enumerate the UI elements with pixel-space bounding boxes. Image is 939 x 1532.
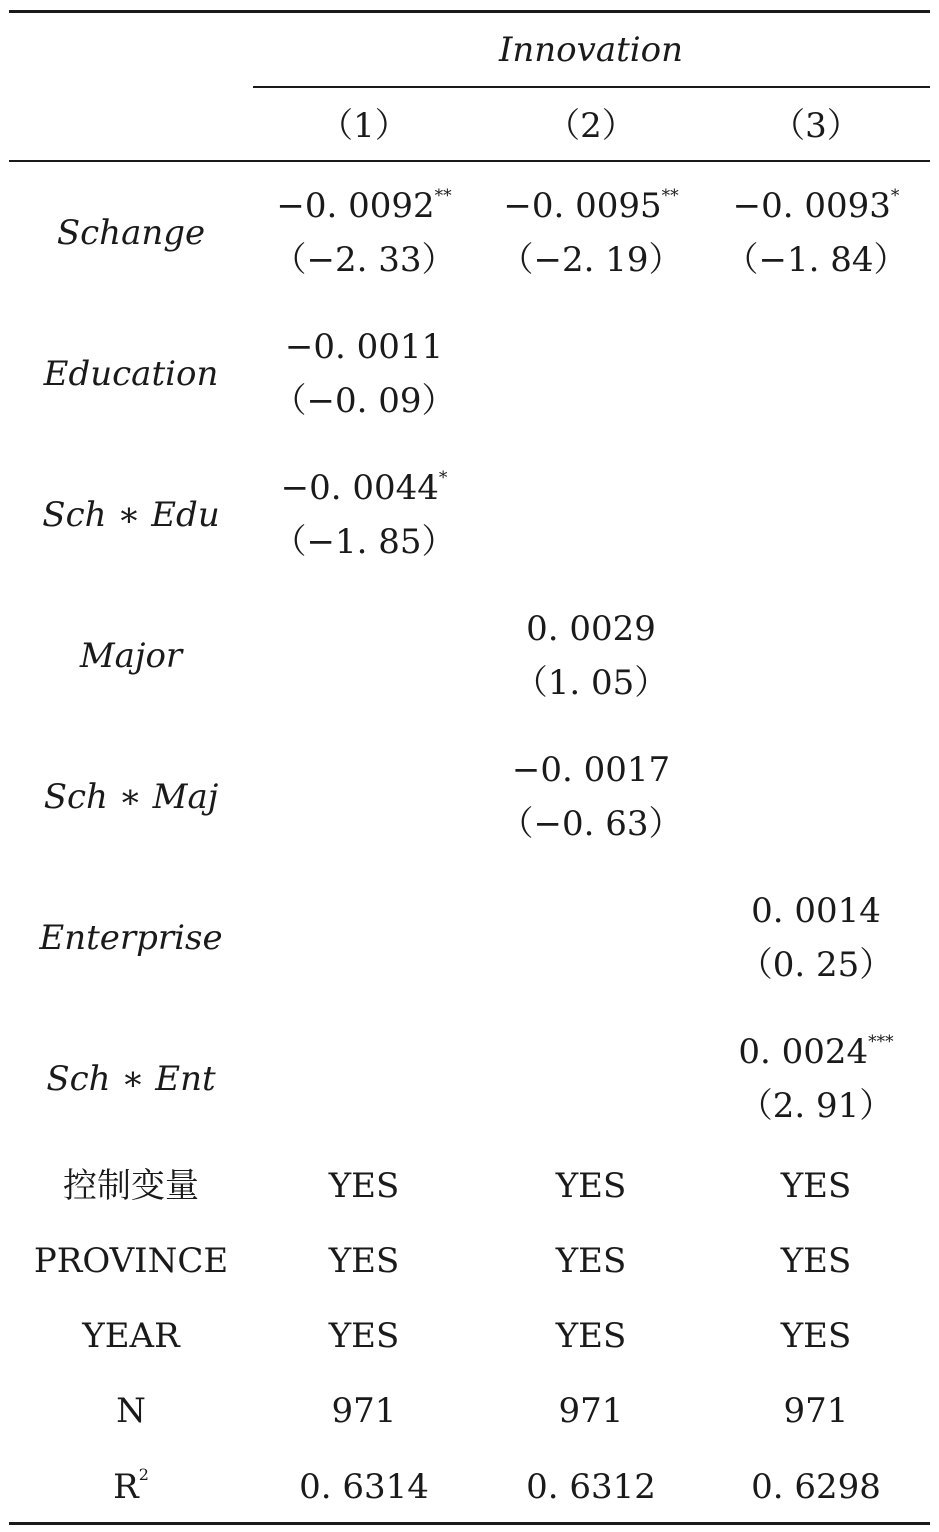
stat-label: PROVINCE [33,1241,229,1281]
significance-stars: * [438,468,448,488]
significance-stars: ** [661,186,679,206]
stat-value: YES [555,1241,627,1281]
stat-label [113,1467,149,1507]
column-header-2: （2） [546,106,636,146]
coefficient [733,186,900,226]
coefficient-value: 0. 0029 [526,609,656,649]
coefficient [276,186,451,226]
row-label: Sch ∗ Maj [43,777,219,817]
coefficient-value: −0. 0011 [284,327,444,367]
row-label: Education [43,354,219,394]
stat-value: 971 [783,1391,849,1431]
bottom-rule [9,1522,930,1525]
top-rule [9,10,930,13]
t-statistic: （−0. 09） [272,381,456,421]
coefficient [281,468,448,508]
stat-value: YES [328,1241,400,1281]
coefficient-value: −0. 0092 [276,186,435,226]
significance-stars: *** [868,1032,894,1052]
row-label: Sch ∗ Edu [42,495,220,535]
stat-label-text: R [113,1467,139,1507]
stat-label: 控制变量 [63,1166,199,1206]
t-statistic: （1. 05） [513,663,669,703]
stat-value: YES [780,1241,852,1281]
coefficient [503,186,678,226]
stat-value: YES [780,1316,852,1356]
t-statistic: （−2. 19） [499,240,683,280]
stat-value: YES [328,1166,400,1206]
row-label: Enterprise [39,918,223,958]
stat-value: 0. 6312 [526,1467,656,1507]
header-rule [9,160,930,162]
coefficient [526,609,656,649]
column-header-1: （1） [319,106,409,146]
t-statistic: （−2. 33） [272,240,456,280]
significance-stars: * [890,186,900,206]
row-label: Sch ∗ Ent [46,1059,216,1099]
t-statistic: （2. 91） [738,1086,894,1126]
stat-label: N [116,1391,146,1431]
coefficient-value: −0. 0044 [280,468,439,508]
coefficient-value: −0. 0017 [511,750,671,790]
stat-value: YES [328,1316,400,1356]
coefficient [512,750,670,790]
stat-label: YEAR [82,1316,180,1356]
stat-value: 971 [331,1391,397,1431]
significance-stars: ** [434,186,452,206]
row-label: Major [79,636,183,676]
coefficient [751,891,881,931]
stat-value: YES [780,1166,852,1206]
coefficient-value: 0. 0014 [751,891,881,931]
stat-value: YES [555,1166,627,1206]
t-statistic: （−0. 63） [499,804,683,844]
coefficient [285,327,443,367]
coefficient-value: −0. 0093 [732,186,891,226]
row-label: Schange [56,213,206,253]
t-statistic: （−1. 85） [272,522,456,562]
t-statistic: （−1. 84） [724,240,908,280]
column-header-3: （3） [771,106,861,146]
stat-label-superscript: 2 [138,1465,149,1484]
coefficient-value: 0. 0024 [738,1032,869,1072]
stat-value: 0. 6314 [299,1467,429,1507]
stat-value: YES [555,1316,627,1356]
group-label: Innovation [498,30,684,70]
coefficient-value: −0. 0095 [503,186,662,226]
coefficient [738,1032,893,1072]
t-statistic: （0. 25） [738,945,894,985]
stat-value: 0. 6298 [751,1467,881,1507]
stat-value: 971 [558,1391,624,1431]
group-underline [253,86,930,88]
